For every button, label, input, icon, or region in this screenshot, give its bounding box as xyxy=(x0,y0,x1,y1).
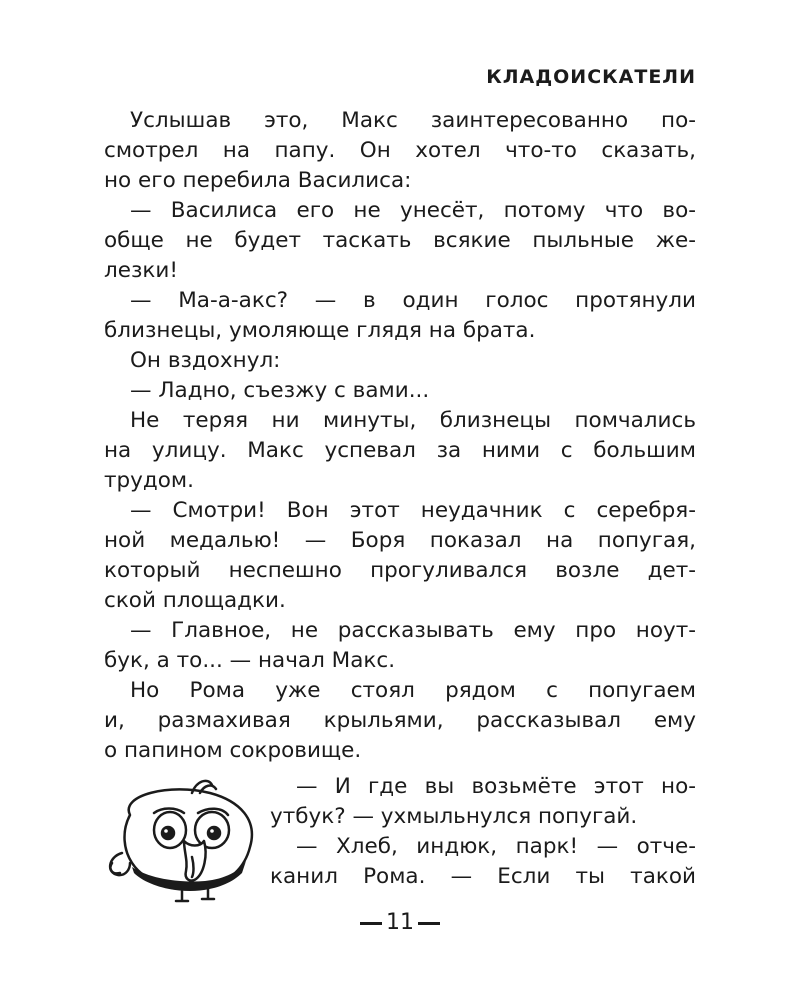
text-line: и, размахивая крыльями, рассказывал ему xyxy=(104,708,696,733)
main-text xyxy=(104,106,696,766)
text-line: трудом. xyxy=(104,468,194,493)
wrapped-text xyxy=(270,772,696,892)
text-line: — Ма-а-акс? — в один голос протянули xyxy=(130,288,696,313)
text-line: — Василиса его не унесёт, потому что во- xyxy=(130,198,696,223)
page-folio xyxy=(0,910,800,935)
text-line: — Смотри! Вон этот неудачник с серебря- xyxy=(130,498,696,523)
text-line: ской площадки. xyxy=(104,588,286,613)
page-number: 11 xyxy=(386,910,414,935)
text-line: на улицу. Макс успевал за ними с большим xyxy=(104,438,696,463)
text-line: который неспешно прогуливался возле дет- xyxy=(104,558,696,583)
text-line: — И где вы возьмёте этот но- xyxy=(296,774,696,799)
text-line: ной медалью! — Боря показал на попугая, xyxy=(104,528,696,553)
text-line: Услышав это, Макс заинтересованно по- xyxy=(130,108,696,133)
running-header: КЛАДОИСКАТЕЛИ xyxy=(486,66,696,88)
text-line: о папином сокровище. xyxy=(104,738,362,763)
folio-dash-left xyxy=(360,922,382,925)
text-line: канил Рома. — Если ты такой xyxy=(270,864,696,889)
text-line: — Хлеб, индюк, парк! — отче- xyxy=(296,834,696,859)
parrot-illustration-icon xyxy=(100,775,265,905)
text-line: Он вздохнул: xyxy=(130,348,281,373)
text-line: но его перебила Василиса: xyxy=(104,168,412,193)
text-line: лезки! xyxy=(104,258,178,283)
text-line: Не теряя ни минуты, близнецы помчались xyxy=(130,408,696,433)
text-line: — Главное, не рассказывать ему про ноут- xyxy=(130,618,696,643)
text-line: утбук? — ухмыльнулся попугай. xyxy=(270,804,638,829)
text-line: обще не будет таскать всякие пыльные же- xyxy=(104,228,696,253)
text-line: бук, а то... — начал Макс. xyxy=(104,648,396,673)
folio-dash-right xyxy=(418,922,440,925)
text-line: Но Рома уже стоял рядом с попугаем xyxy=(130,678,696,703)
text-line: — Ладно, съезжу с вами... xyxy=(130,378,430,403)
text-line: смотрел на папу. Он хотел что-то сказать, xyxy=(104,138,696,163)
text-line: близнецы, умоляюще глядя на брата. xyxy=(104,318,536,343)
